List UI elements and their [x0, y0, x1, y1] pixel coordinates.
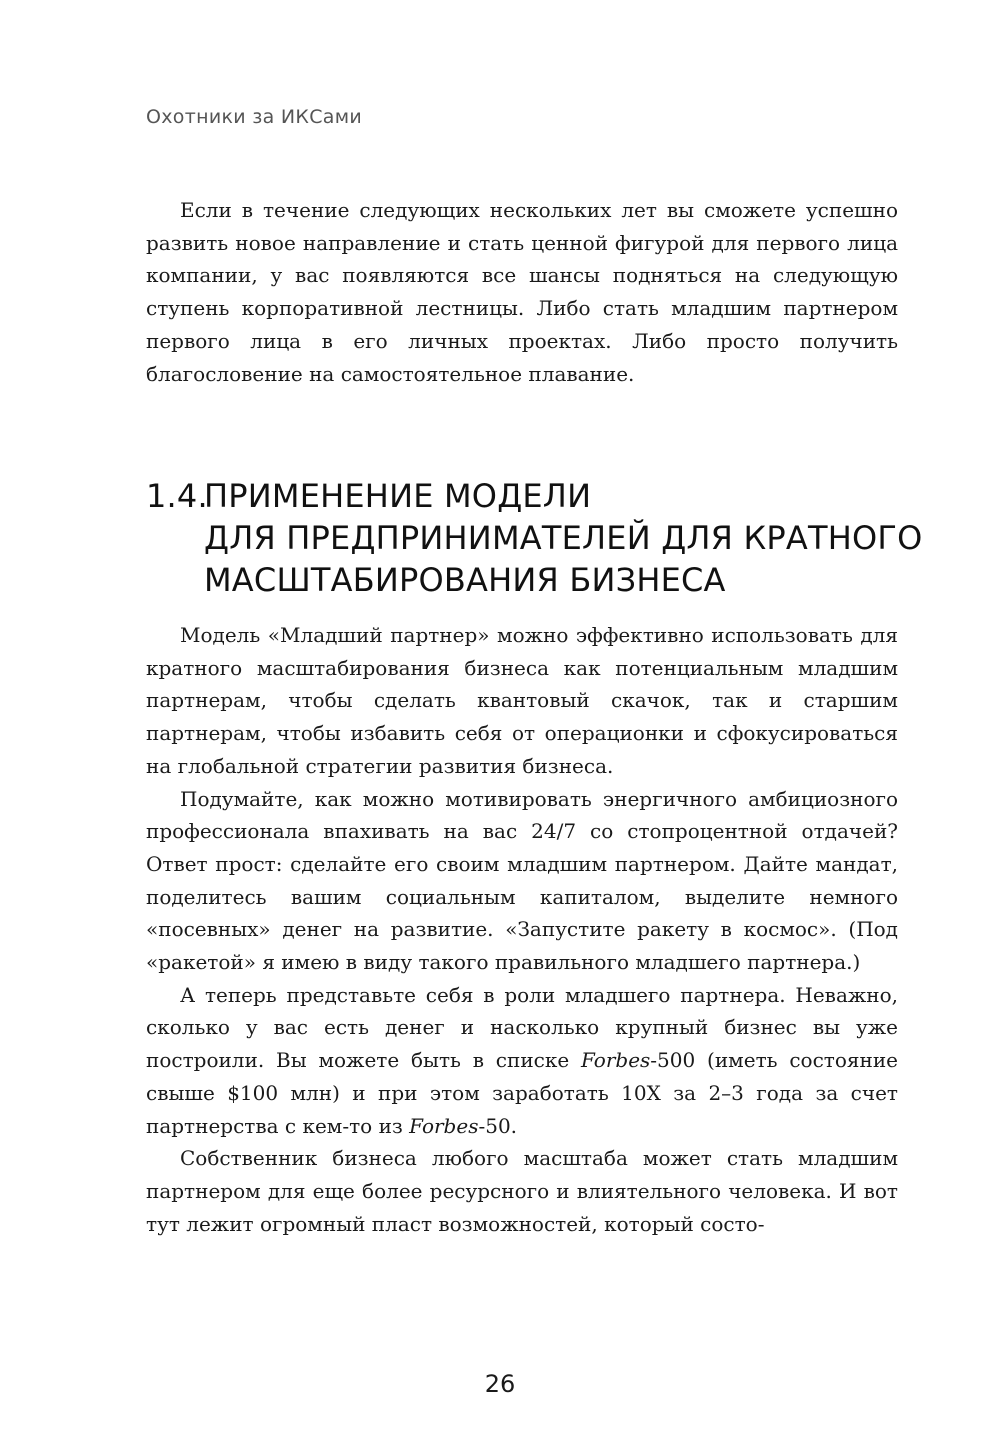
section-number: 1.4. — [146, 476, 208, 515]
forbes-italic-2: Forbes — [409, 1113, 479, 1138]
body-paragraph-2: Подумайте, как можно мотивировать энергичного амбициозного профессионала впахивать на вас 24/7 со стопроцентной отдачей? Ответ прост: сделайте его своим младшим партнером. Дайте мандат, поделитесь вашим социальным капиталом, выделите немного «посевных» денег на развитие. «Запустите ракету в космос». (Под «ракетой» я имею в виду такого правильного младшего партнера.) — [146, 786, 898, 975]
section-heading — [146, 475, 926, 601]
p3-part-c: -50. — [478, 1113, 518, 1138]
body-paragraph-3 — [146, 979, 898, 1143]
forbes-italic-1: Forbes — [581, 1048, 651, 1073]
body-paragraph-1: Модель «Младший партнер» можно эффективно использовать для кратного масштабирования бизнеса как потенциальным младшим партнерам, чтобы сделать квантовый скачок, так и старшим партнерам, чтобы избавить себя от операционки и сфокусироваться на глобальной стратегии развития бизнеса. — [146, 623, 898, 778]
p3-part-a: А теперь представьте себя в роли младшего партнера. Неважно, сколько у вас есть денег и насколько крупный бизнес вы уже построили. Вы можете быть в списке — [146, 982, 898, 1073]
body-paragraph-4: Собственник бизнеса любого масштаба может стать младшим партнером для еще более ресурсного и влиятельного человека. И вот тут лежит огромный пласт возможностей, который состо- — [146, 1146, 898, 1236]
page-number: 26 — [484, 1370, 516, 1398]
heading-title-line-1: ПРИМЕНЕНИЕ МОДЕЛИ — [204, 476, 592, 515]
running-head: Охотники за ИКСами — [146, 106, 363, 128]
heading-title-line-3: МАСШТАБИРОВАНИЯ БИЗНЕСА — [204, 560, 726, 599]
p3-part-b: -500 (иметь состояние свыше $100 млн) и при этом заработать 10Х за 2–3 года за счет партнерства с кем-то из — [146, 1048, 898, 1138]
body-text — [146, 619, 898, 1240]
heading-title-line-2: ДЛЯ ПРЕДПРИНИМАТЕЛЕЙ ДЛЯ КРАТНОГО — [204, 518, 923, 557]
heading-line-1 — [146, 475, 926, 517]
intro-text — [146, 194, 898, 390]
intro-paragraph: Если в течение следующих нескольких лет вы сможете успешно развить новое направление и стать ценной фигурой для первого лица компании, у вас появляются все шансы подняться на следующую ступень корпоративной лестницы. Либо стать младшим партнером первого лица в его личных проектах. Либо просто получить благословение на самостоятельное плавание. — [146, 198, 898, 386]
